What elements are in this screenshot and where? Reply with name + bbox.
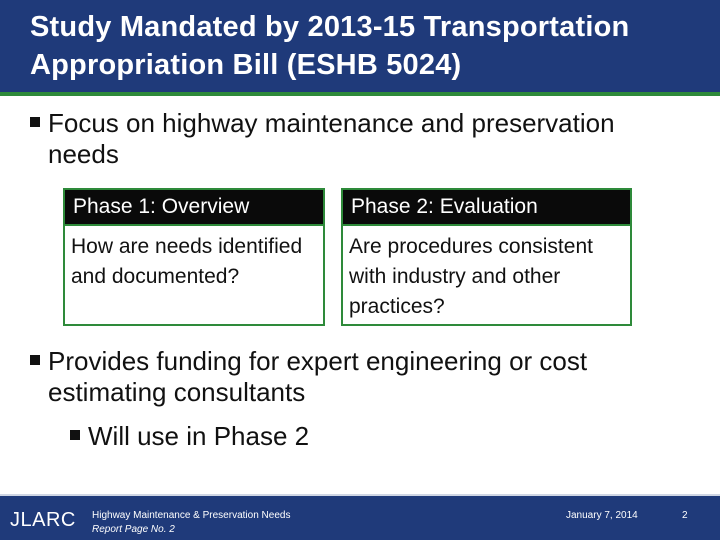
slide-title	[30, 8, 710, 84]
square-bullet-icon	[30, 355, 40, 365]
jlarc-logo: JLARC	[10, 509, 76, 531]
footer-report-title: Highway Maintenance & Preservation Needs	[92, 510, 291, 521]
slide-title-line1: Study Mandated by 2013-15 Transportation	[30, 11, 630, 43]
phase-1-box	[63, 188, 325, 326]
title-bar	[0, 0, 720, 92]
bullet-focus-text: Focus on highway maintenance and preservation needs	[48, 108, 615, 169]
bullet-focus	[30, 108, 670, 170]
square-bullet-icon	[30, 117, 40, 127]
footer-report-page: Report Page No. 2	[92, 524, 175, 535]
sub-bullet-phase2	[70, 421, 630, 452]
title-divider	[0, 92, 720, 96]
phase-1-body: How are needs identified and documented?	[71, 235, 303, 288]
bullet-funding	[30, 346, 690, 408]
phase-2-header: Phase 2: Evaluation	[343, 190, 630, 226]
phase-1-header: Phase 1: Overview	[65, 190, 323, 226]
phase-2-box	[341, 188, 632, 326]
slide-title-line2: Appropriation Bill (ESHB 5024)	[30, 49, 462, 81]
bullet-funding-text: Provides funding for expert engineering or cost estimating consultants	[48, 346, 588, 407]
square-bullet-icon	[70, 430, 80, 440]
sub-bullet-phase2-text: Will use in Phase 2	[88, 421, 310, 451]
phase-2-body: Are procedures consistent with industry and other practices?	[349, 235, 593, 318]
footer-date: January 7, 2014	[566, 510, 638, 521]
slide-number: 2	[682, 510, 688, 521]
